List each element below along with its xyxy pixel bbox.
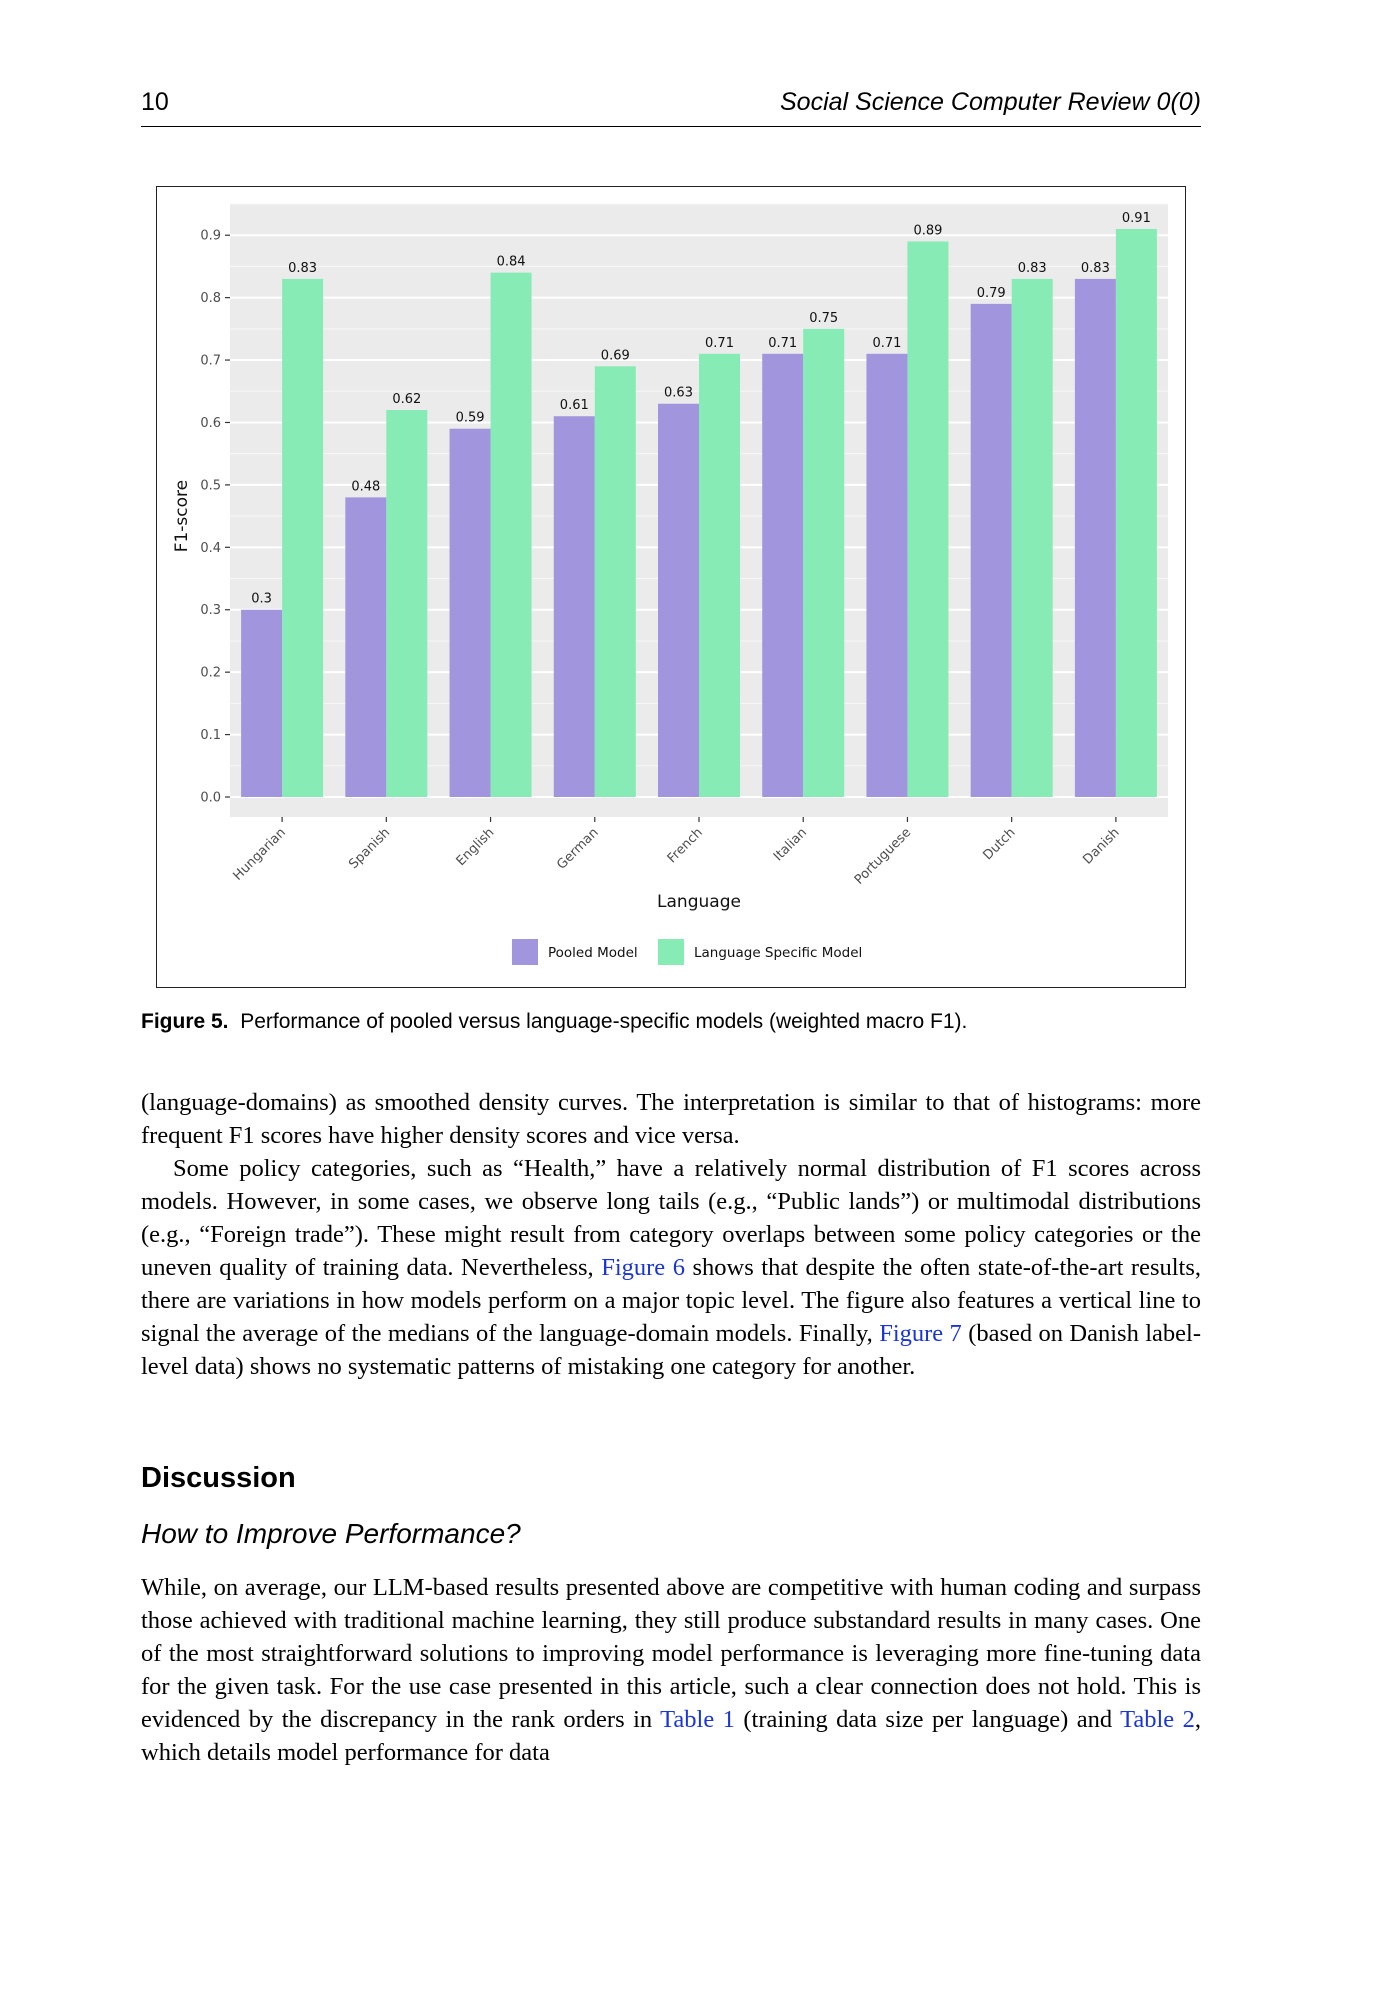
journal-title: Social Science Computer Review 0(0) — [779, 88, 1201, 116]
x-tick-label: Hungarian — [230, 825, 289, 884]
legend-swatch — [658, 939, 684, 965]
x-tick-label: Dutch — [980, 825, 1019, 864]
bar-value-label: 0.91 — [1121, 210, 1151, 226]
bar-language-specific — [699, 354, 740, 797]
bar-pooled — [450, 429, 491, 797]
bar-value-label: 0.48 — [351, 479, 381, 495]
bar-value-label: 0.59 — [455, 410, 485, 426]
y-tick-label: 0.6 — [200, 415, 221, 431]
bar-language-specific — [907, 241, 948, 797]
bar-pooled — [554, 416, 595, 797]
bar-value-label: 0.79 — [976, 285, 1006, 301]
bar-language-specific — [1116, 229, 1157, 797]
bar-pooled — [658, 404, 699, 797]
x-tick-label: Italian — [770, 825, 811, 865]
table-1-link[interactable]: Table 1 — [660, 1706, 735, 1733]
y-tick-label: 0.5 — [200, 478, 221, 494]
bar-language-specific — [803, 329, 844, 797]
bar-language-specific — [386, 410, 427, 797]
bar-language-specific — [595, 366, 636, 797]
paragraph-3-text-b: (training data size per language) and — [734, 1706, 1121, 1733]
bar-chart — [157, 187, 1184, 986]
bar-value-label: 0.62 — [392, 391, 422, 407]
page-header — [141, 86, 1201, 127]
x-tick-label: French — [664, 825, 706, 867]
paragraph-2-text-c: (based on Danish label-level data) shows no systematic patterns of mistaking one category for another. — [141, 1320, 1201, 1380]
paragraph-2-text-a: Some policy categories, such as “Health,” have a relatively normal distribution of F1 scores across models. However, in some cases, we observe long tails (e.g., “Public lands”) or multimodal distributions (e.g., “Foreign trade”). These might result from category overlaps between some policy categories or the uneven quality of training data. Nevertheless, — [141, 1155, 1201, 1281]
paragraph-3 — [141, 1571, 1201, 1769]
table-2-link[interactable]: Table 2 — [1120, 1706, 1195, 1733]
legend-label: Pooled Model — [548, 945, 638, 961]
x-tick-label: Spanish — [346, 825, 394, 873]
y-tick-label: 0.9 — [200, 228, 221, 244]
figure-caption — [141, 1010, 1201, 1034]
bar-value-label: 0.69 — [600, 348, 630, 364]
paragraph-3-text-c: , which details model performance for data — [141, 1706, 1202, 1766]
bar-value-label: 0.71 — [872, 335, 902, 351]
y-axis-title: F1-score — [172, 479, 192, 553]
bar-pooled — [241, 610, 282, 797]
legend-label: Language Specific Model — [694, 945, 863, 961]
bar-language-specific — [282, 279, 323, 797]
bar-value-label: 0.84 — [496, 254, 526, 270]
figure-7-link[interactable]: Figure 7 — [879, 1320, 962, 1347]
x-tick-label: German — [554, 825, 602, 873]
bar-pooled — [1075, 279, 1116, 797]
bar-pooled — [971, 304, 1012, 797]
x-tick-label: Portuguese — [851, 825, 915, 888]
bar-value-label: 0.83 — [288, 260, 318, 276]
bar-value-label: 0.83 — [1080, 260, 1110, 276]
paragraph-2-text-b: shows that despite the often state-of-the-art results, there are variations in how models perform on a major topic level. The figure also features a vertical line to signal the average of the medians of the language-domain models. Finally, — [141, 1254, 1201, 1347]
bar-pooled — [866, 354, 907, 797]
bar-language-specific — [1012, 279, 1053, 797]
bar-value-label: 0.89 — [913, 223, 943, 239]
x-tick-label: English — [453, 825, 498, 870]
y-tick-label: 0.8 — [200, 291, 221, 307]
bar-value-label: 0.83 — [1017, 260, 1047, 276]
section-heading: Discussion — [141, 1462, 296, 1494]
figure-6-link[interactable]: Figure 6 — [601, 1254, 685, 1281]
y-tick-label: 0.3 — [200, 603, 221, 619]
figure-caption-text: Performance of pooled versus language-specific models (weighted macro F1). — [240, 1010, 968, 1033]
figure-5 — [156, 186, 1186, 988]
paragraph-1: (language-domains) as smoothed density curves. The interpretation is similar to that of histograms: more frequent F1 scores have higher density scores and vice versa. — [141, 1089, 1201, 1149]
bar-language-specific — [491, 273, 532, 797]
page-number: 10 — [141, 88, 169, 116]
bar-pooled — [345, 497, 386, 797]
y-tick-label: 0.4 — [200, 540, 221, 556]
bar-value-label: 0.75 — [809, 310, 839, 326]
x-axis-title: Language — [657, 892, 741, 912]
figure-label: Figure 5. — [141, 1010, 229, 1033]
subsection-heading: How to Improve Performance? — [141, 1518, 521, 1549]
bar-value-label: 0.71 — [705, 335, 734, 351]
paragraph-2 — [141, 1152, 1201, 1383]
y-tick-label: 0.7 — [200, 353, 221, 369]
paragraph-3-text-a: While, on average, our LLM-based results presented above are competitive with human coding and surpass those achieved with traditional machine learning, they still produce substandard results in many cases. One of the most straightforward solutions to improving model performance is leveraging more fine-tuning data for the given task. For the use case presented in this article, such a clear connection does not hold. This is evidenced by the discrepancy in the rank orders in — [141, 1574, 1201, 1733]
bar-pooled — [762, 354, 803, 797]
y-tick-label: 0.1 — [200, 728, 221, 744]
y-tick-label: 0.0 — [200, 790, 221, 806]
y-tick-label: 0.2 — [200, 665, 221, 681]
bar-value-label: 0.3 — [251, 591, 272, 607]
bar-value-label: 0.63 — [664, 385, 693, 401]
legend-swatch — [512, 939, 538, 965]
x-tick-label: Danish — [1080, 825, 1123, 868]
bar-value-label: 0.61 — [559, 398, 589, 414]
bar-value-label: 0.71 — [768, 335, 798, 351]
